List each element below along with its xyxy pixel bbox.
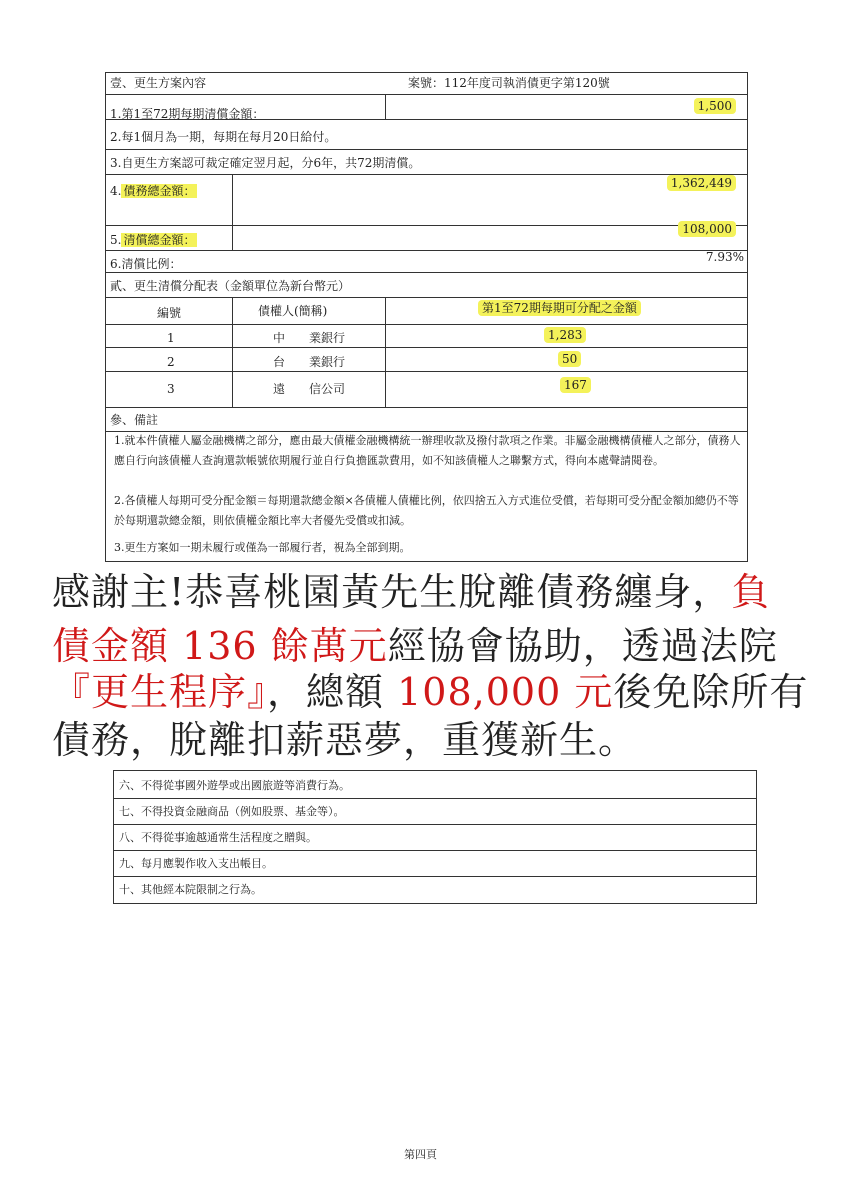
section3-title: 參、備註 xyxy=(110,413,159,427)
creditor-row-name: 台 業銀行 xyxy=(273,355,346,369)
creditor-row-no: 2 xyxy=(167,355,175,369)
row2-label: 2.每1個月為一期，每期在每月20日給付。 xyxy=(110,130,337,144)
creditor-row-name: 遠 信公司 xyxy=(273,382,346,396)
col-header-creditor: 債權人(簡稱) xyxy=(258,304,328,318)
restriction-item: 九、每月應製作收入支出帳目。 xyxy=(119,857,273,870)
creditor-row-name: 中 業銀行 xyxy=(273,331,346,345)
creditor-row-amount: 1,283 xyxy=(544,328,586,342)
section1-title: 壹、更生方案內容 xyxy=(110,76,207,90)
case-number: 案號：112年度司執消債更字第120號 xyxy=(408,76,610,90)
section2-title: 貳、更生清償分配表（金額單位為新台幣元） xyxy=(110,279,351,293)
row5-value: 108,000 xyxy=(678,222,736,236)
restriction-item: 八、不得從事逾越通常生活程度之贈與。 xyxy=(119,831,317,844)
note-3: 3.更生方案如一期未履行或僅為一部履行者，視為全部到期。 xyxy=(114,541,411,554)
restriction-item: 七、不得投資金融商品（例如股票、基金等）。 xyxy=(119,805,345,818)
row5-label: 5. 清償總金額： xyxy=(110,233,196,247)
plan-table xyxy=(105,72,748,562)
creditor-row-amount: 167 xyxy=(560,378,591,392)
overlay-line-3: 『更生程序』，總額 108,000 元後免除所有 xyxy=(52,670,809,714)
row4-label: 4. 債務總金額： xyxy=(110,184,196,198)
overlay-line-4: 債務，脫離扣薪惡夢，重獲新生。 xyxy=(52,718,638,762)
row4-value: 1,362,449 xyxy=(667,176,736,190)
creditor-row-no: 3 xyxy=(167,382,175,396)
col-header-amount: 第1至72期每期可分配之金額 xyxy=(478,301,641,315)
row6-value: 7.93% xyxy=(705,250,744,264)
overlay-line-2: 債金額 136 餘萬元經協會協助，透過法院 xyxy=(52,624,778,668)
restriction-item: 六、不得從事國外遊學或出國旅遊等消費行為。 xyxy=(119,779,350,792)
restriction-item: 十、其他經本院限制之行為。 xyxy=(119,883,262,896)
note-2: 2.各債權人每期可受分配金額＝每期還款總金額×各債權人債權比例，依四捨五入方式進位受償，若每期可受分配金額加總仍不等於每期還款總金額，則依債權金額比率大者優先受償或扣減。 xyxy=(114,494,739,527)
row1-label: 1.第1至72期每期清償金額： xyxy=(110,107,265,121)
creditor-row-amount: 50 xyxy=(558,352,581,366)
row3-label: 3.自更生方案認可裁定確定翌月起，分6年，共72期清償。 xyxy=(110,156,421,170)
creditor-row-no: 1 xyxy=(167,331,175,345)
col-header-no: 編號 xyxy=(157,306,182,320)
row1-value: 1,500 xyxy=(694,99,736,113)
page-number: 第四頁 xyxy=(404,1148,437,1161)
overlay-line-1: 感謝主!恭喜桃園黃先生脫離債務纏身，負 xyxy=(52,570,771,614)
row6-label: 6.清償比例： xyxy=(110,257,182,271)
note-1: 1.就本件債權人屬金融機構之部分，應由最大債權金融機構統一辦理收款及撥付款項之作業。非屬金融機構債權人之部分，債務人應自行向該債權人查詢還款帳號依期履行並自行負擔匯款費用，如不知該債權人之聯繫方式，得向本處聲請閱卷。 xyxy=(114,434,741,467)
